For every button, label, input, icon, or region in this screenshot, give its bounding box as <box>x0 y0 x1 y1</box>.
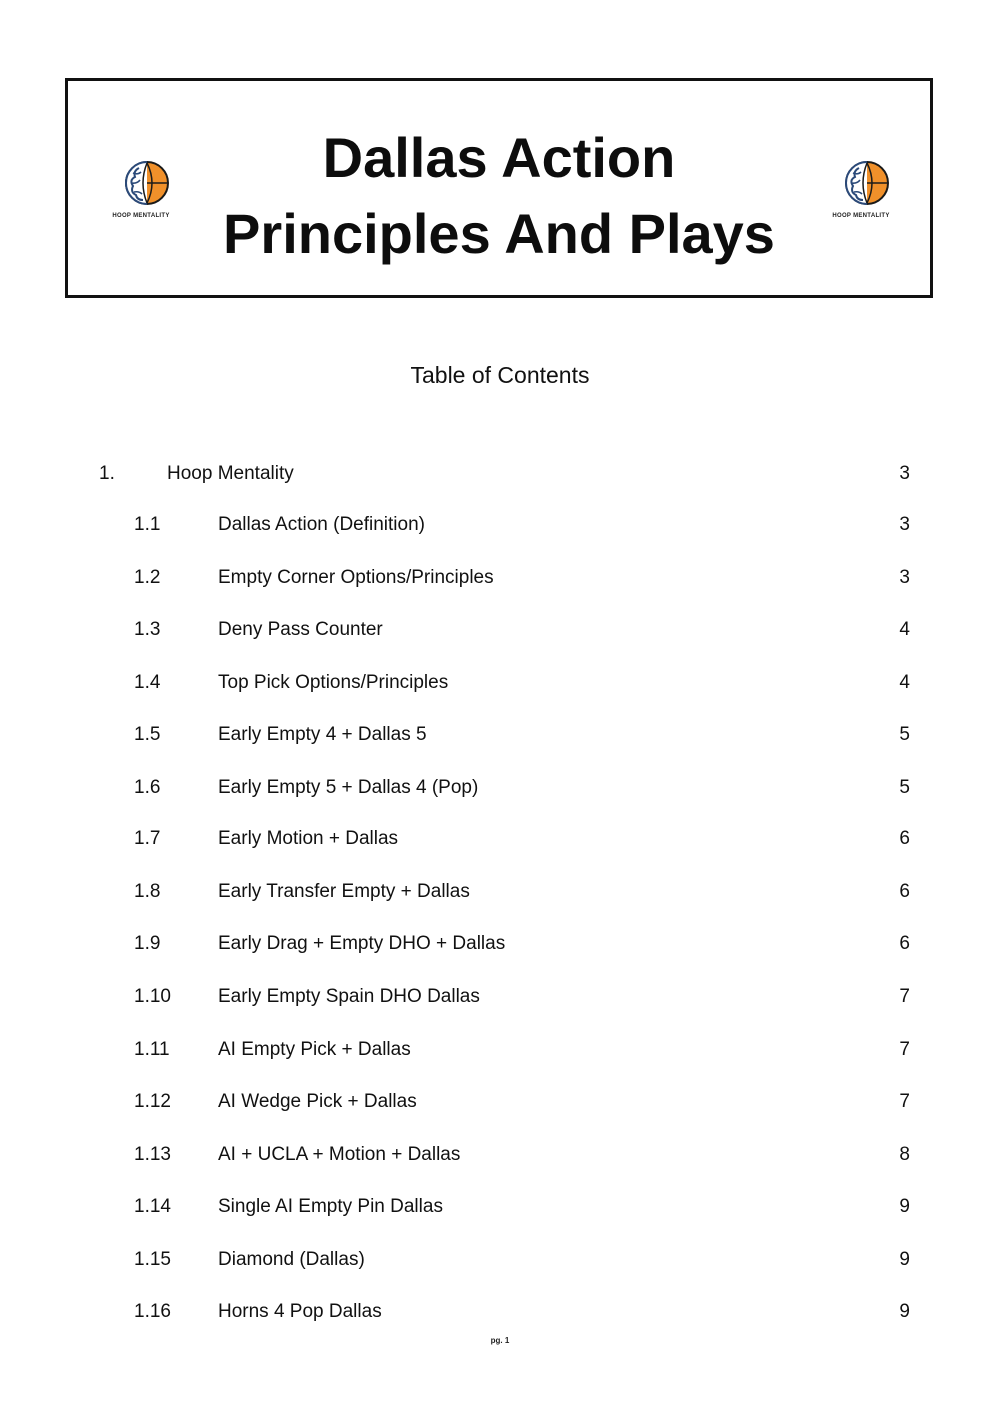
toc-entry-label: Hoop Mentality <box>167 463 294 484</box>
toc-entry[interactable] <box>0 1297 1000 1327</box>
title-box <box>65 78 933 298</box>
logo-text: HOOP MENTALITY <box>112 213 170 219</box>
toc-entry[interactable] <box>0 510 1000 540</box>
toc-entry-page: 4 <box>899 672 910 693</box>
toc-entry-page: 3 <box>899 463 910 484</box>
toc-entry-page: 5 <box>899 777 910 798</box>
toc-entry-number: 1.15 <box>134 1249 171 1270</box>
toc-entry-page: 3 <box>899 514 910 535</box>
toc-entry-page: 9 <box>899 1196 910 1217</box>
toc-entry-label: Early Transfer Empty + Dallas <box>218 881 470 902</box>
toc-entry-page: 6 <box>899 828 910 849</box>
toc-entry-page: 7 <box>899 1091 910 1112</box>
toc-entry-page: 7 <box>899 986 910 1007</box>
toc-entry-number: 1.10 <box>134 986 171 1007</box>
toc-entry-label: Top Pick Options/Principles <box>218 672 449 693</box>
toc-entry-label: Early Empty 5 + Dallas 4 (Pop) <box>218 777 479 798</box>
toc-entry[interactable] <box>0 982 1000 1012</box>
toc-entry-label: Empty Corner Options/Principles <box>218 567 494 588</box>
toc-entry-number: 1.16 <box>134 1301 171 1322</box>
toc-entry-label: Early Drag + Empty DHO + Dallas <box>218 933 506 954</box>
toc-entry[interactable] <box>0 720 1000 750</box>
toc-entry-label: Horns 4 Pop Dallas <box>218 1301 382 1322</box>
toc-entry-page: 6 <box>899 933 910 954</box>
toc-entry-page: 5 <box>899 724 910 745</box>
toc-entry-number: 1.4 <box>134 672 161 693</box>
toc-entry-label: Dallas Action (Definition) <box>218 514 425 535</box>
toc-entry[interactable] <box>0 877 1000 907</box>
toc-entry[interactable] <box>0 824 1000 854</box>
title-line-1: Dallas Action <box>322 126 676 189</box>
toc-entry-number: 1.2 <box>134 567 161 588</box>
toc-entry-page: 9 <box>899 1301 910 1322</box>
logo-text: HOOP MENTALITY <box>832 213 890 219</box>
toc-entry-page: 8 <box>899 1144 910 1165</box>
toc-entry[interactable] <box>0 1140 1000 1170</box>
toc-entry[interactable] <box>0 459 1000 489</box>
toc-entry-label: AI Empty Pick + Dallas <box>218 1039 411 1060</box>
toc-entry-label: AI Wedge Pick + Dallas <box>218 1091 417 1112</box>
toc-entry-page: 4 <box>899 619 910 640</box>
toc-entry-page: 3 <box>899 567 910 588</box>
toc-entry-number: 1.8 <box>134 881 161 902</box>
page-footer: pg. 1 <box>490 1336 510 1345</box>
toc-entry-label: Early Empty Spain DHO Dallas <box>218 986 480 1007</box>
toc-entry-page: 9 <box>899 1249 910 1270</box>
brain-basketball-icon <box>833 155 889 211</box>
logo-right <box>821 155 901 229</box>
toc-entry[interactable] <box>0 1035 1000 1065</box>
toc-entry-number: 1. <box>99 463 115 484</box>
toc-entry-number: 1.5 <box>134 724 161 745</box>
toc-entry-page: 7 <box>899 1039 910 1060</box>
toc-entry-number: 1.3 <box>134 619 161 640</box>
toc-entry[interactable] <box>0 615 1000 645</box>
toc-entry[interactable] <box>0 929 1000 959</box>
toc-entry-number: 1.1 <box>134 514 161 535</box>
toc-entry-number: 1.6 <box>134 777 161 798</box>
toc-entry[interactable] <box>0 563 1000 593</box>
toc-entry-label: Deny Pass Counter <box>218 619 383 640</box>
toc-entry-label: Early Empty 4 + Dallas 5 <box>218 724 427 745</box>
toc-entry[interactable] <box>0 668 1000 698</box>
toc-entry-label: Single AI Empty Pin Dallas <box>218 1196 443 1217</box>
toc-entry-number: 1.13 <box>134 1144 171 1165</box>
toc-entry-number: 1.9 <box>134 933 161 954</box>
toc-entry-number: 1.7 <box>134 828 161 849</box>
toc-entry-number: 1.14 <box>134 1196 171 1217</box>
toc-entry[interactable] <box>0 1192 1000 1222</box>
toc-entry[interactable] <box>0 1245 1000 1275</box>
toc-entry-number: 1.11 <box>134 1039 170 1060</box>
toc-entry[interactable] <box>0 773 1000 803</box>
toc-entry-page: 6 <box>899 881 910 902</box>
toc-entry-label: Diamond (Dallas) <box>218 1249 365 1270</box>
title-line-2: Principles And Plays <box>223 202 775 265</box>
toc-heading: Table of Contents <box>410 362 590 388</box>
toc-entry[interactable] <box>0 1087 1000 1117</box>
toc-entry-number: 1.12 <box>134 1091 171 1112</box>
toc-entry-label: Early Motion + Dallas <box>218 828 399 849</box>
toc-entry-label: AI + UCLA + Motion + Dallas <box>218 1144 461 1165</box>
